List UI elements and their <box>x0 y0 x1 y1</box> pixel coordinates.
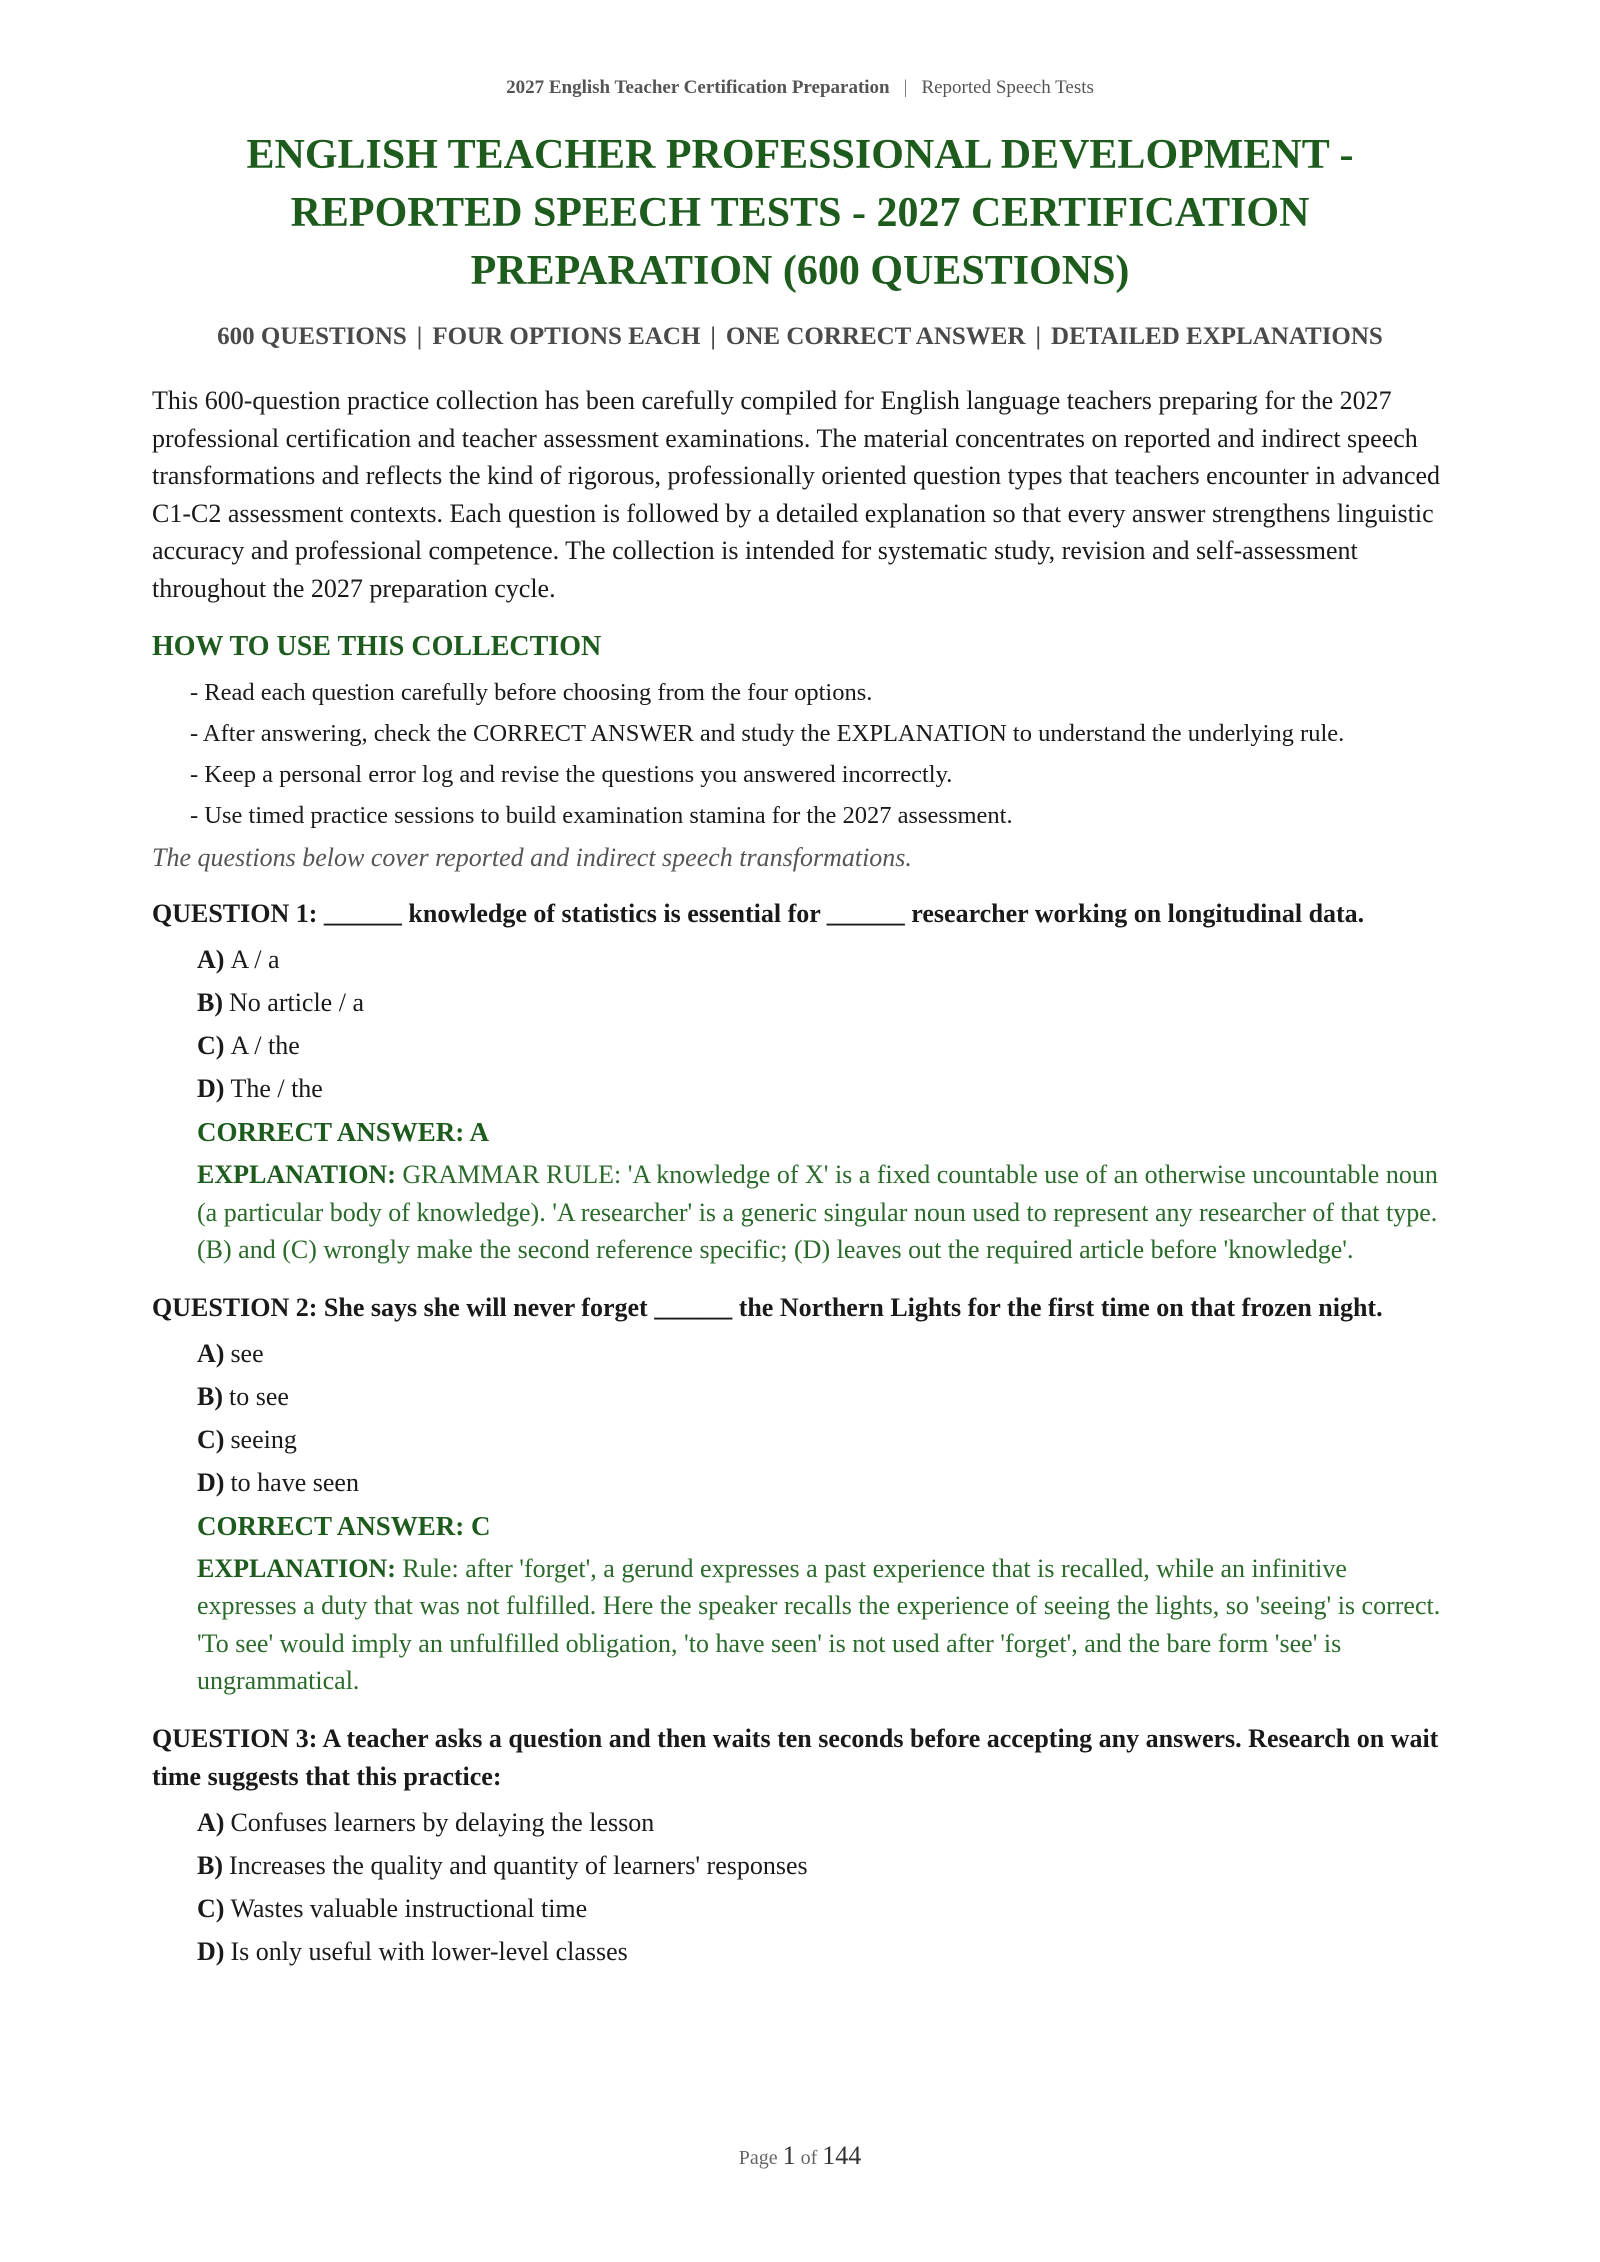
list-item: - Use timed practice sessions to build examination stamina for the 2027 assessment. <box>190 802 1013 829</box>
option-a <box>197 941 1448 979</box>
option-letter: D) <box>197 1074 225 1103</box>
option-letter: A) <box>197 945 225 974</box>
option-a <box>197 1804 1448 1842</box>
subtitle-separator: | <box>1035 323 1042 350</box>
footer-page-word: Page <box>738 2147 778 2169</box>
option-d <box>197 1070 1448 1108</box>
question-1 <box>152 895 1448 1269</box>
option-text: No article / a <box>229 988 364 1017</box>
option-text: to have seen <box>230 1467 359 1497</box>
option-text: Confuses learners by delaying the lesson <box>230 1807 655 1837</box>
correct-answer: CORRECT ANSWER: A <box>197 1117 490 1147</box>
page-title: ENGLISH TEACHER PROFESSIONAL DEVELOPMENT - REPORTED SPEECH TESTS - 2027 CERTIFICATION PREPARATION (600 QUESTIONS) <box>246 132 1354 294</box>
option-text: The / the <box>230 1074 323 1103</box>
option-a <box>197 1335 1448 1373</box>
footer-of-word: of <box>800 2147 818 2169</box>
header-section-name: Reported Speech Tests <box>921 77 1094 98</box>
list-item: - Keep a personal error log and revise the questions you answered incorrectly. <box>190 761 953 788</box>
footer-page-number: 1 <box>782 2141 796 2170</box>
question-text: QUESTION 1: ______ knowledge of statistics is essential for ______ researcher working on longitudinal data. <box>152 899 1365 928</box>
option-c <box>197 1027 1448 1065</box>
page-footer <box>0 2140 1600 2174</box>
option-text: Is only useful with lower-level classes <box>230 1936 628 1966</box>
how-to-use-list <box>152 675 1448 834</box>
explanation <box>152 1156 1448 1269</box>
running-header <box>152 74 1448 102</box>
option-c <box>197 1890 1448 1928</box>
option-text: A / a <box>230 945 280 974</box>
option-text: see <box>230 1338 264 1368</box>
options-list <box>152 1335 1448 1502</box>
option-b <box>197 1847 1448 1885</box>
subtitle-item: ONE CORRECT ANSWER <box>725 323 1026 350</box>
option-letter: D) <box>197 1467 225 1497</box>
coverage-note: The questions below cover reported and indirect speech transformations. <box>152 843 912 872</box>
subtitle-item: 600 QUESTIONS <box>217 323 407 350</box>
option-letter: C) <box>197 1031 225 1060</box>
option-d <box>197 1464 1448 1502</box>
question-text: QUESTION 3: A teacher asks a question and then waits ten seconds before accepting any answers. Research on wait time suggests that this practice: <box>152 1723 1439 1791</box>
option-b <box>197 1378 1448 1416</box>
option-text: A / the <box>230 1031 300 1060</box>
option-d <box>197 1933 1448 1971</box>
explanation-label: EXPLANATION: <box>197 1160 396 1189</box>
option-letter: A) <box>197 1338 225 1368</box>
subtitle-separator: | <box>710 323 716 350</box>
options-list <box>152 941 1448 1108</box>
option-c <box>197 1421 1448 1459</box>
explanation-label: EXPLANATION: <box>197 1553 396 1583</box>
subtitle-item: DETAILED EXPLANATIONS <box>1051 323 1383 350</box>
option-text: seeing <box>230 1424 297 1454</box>
option-text: to see <box>229 1381 289 1411</box>
option-text: Wastes valuable instructional time <box>230 1893 588 1923</box>
explanation-text: Rule: after 'forget', a gerund expresses a past experience that is recalled, while an infinitive expresses a duty that was not fulfilled. Here the speaker recalls the experience of seeing the lights, so 'seeing' is correct. 'To see' would imply an unfulfilled obligation, 'to have seen' is not used after 'forget', and the bare form 'see' is ungrammatical. <box>197 1553 1441 1695</box>
option-letter: C) <box>197 1424 225 1454</box>
option-letter: B) <box>197 1381 223 1411</box>
subtitle-bar <box>152 320 1448 354</box>
option-text: Increases the quality and quantity of learners' responses <box>229 1850 808 1880</box>
explanation-text: GRAMMAR RULE: 'A knowledge of X' is a fixed countable use of an otherwise uncountable noun (a particular body of knowledge). 'A researcher' is a generic singular noun used to represent any researcher of that type. (B) and (C) wrongly make the second reference specific; (D) leaves out the required article before 'knowledge'. <box>197 1160 1438 1264</box>
option-letter: D) <box>197 1936 225 1966</box>
question-2 <box>152 1289 1448 1700</box>
subtitle-separator: | <box>416 323 423 350</box>
header-document-title: 2027 English Teacher Certification Preparation <box>506 77 890 98</box>
subtitle-item: FOUR OPTIONS EACH <box>432 323 701 350</box>
how-to-use-heading: HOW TO USE THIS COLLECTION <box>152 631 602 662</box>
question-3 <box>152 1720 1448 1971</box>
correct-answer: CORRECT ANSWER: C <box>197 1510 491 1541</box>
list-item: - After answering, check the CORRECT ANSWER and study the EXPLANATION to understand the underlying rule. <box>190 720 1345 747</box>
header-separator: | <box>903 77 908 98</box>
option-letter: B) <box>197 988 223 1017</box>
question-text: QUESTION 2: She says she will never forget ______ the Northern Lights for the first time on that frozen night. <box>152 1292 1383 1322</box>
explanation <box>152 1550 1448 1700</box>
option-letter: C) <box>197 1893 225 1923</box>
option-letter: B) <box>197 1850 223 1880</box>
footer-total-pages: 144 <box>822 2141 862 2170</box>
options-list <box>152 1804 1448 1971</box>
list-item: - Read each question carefully before choosing from the four options. <box>190 679 873 706</box>
option-b <box>197 984 1448 1022</box>
option-letter: A) <box>197 1807 225 1837</box>
intro-paragraph: This 600-question practice collection has been carefully compiled for English language teachers preparing for the 2027 professional certification and teacher assessment examinations. The material concentrates on reported and indirect speech transformations and reflects the kind of rigorous, professionally oriented question types that teachers encounter in advanced C1-C2 assessment contexts. Each question is followed by a detailed explanation so that every answer strengthens linguistic accuracy and professional competence. The collection is intended for systematic study, revision and self-assessment throughout the 2027 preparation cycle. <box>152 386 1441 603</box>
